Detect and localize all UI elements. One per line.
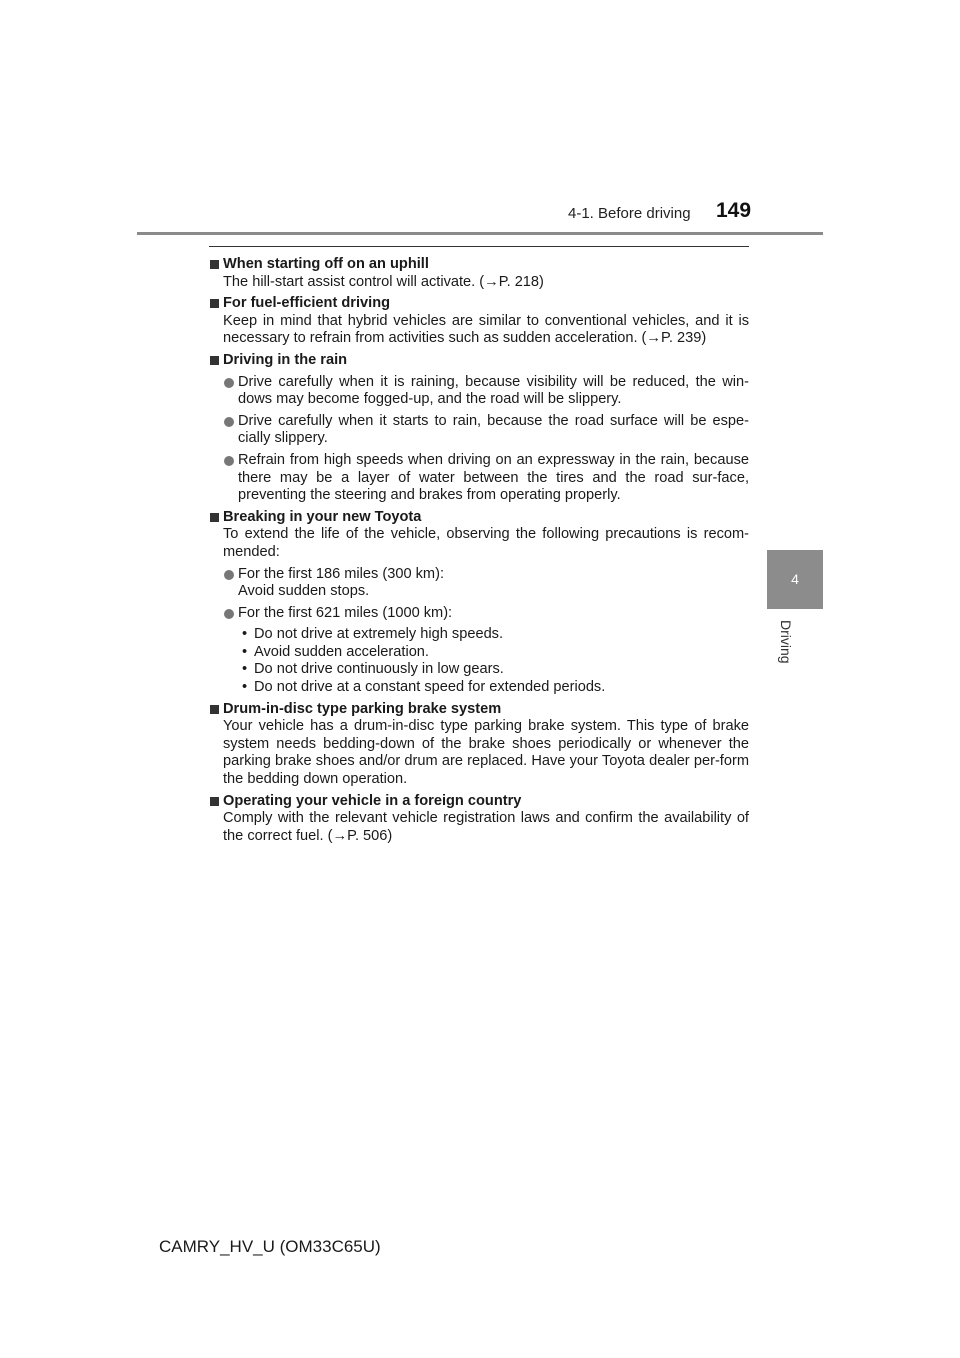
- square-bullet-icon: [210, 797, 219, 806]
- section-intro: To extend the life of the vehicle, observing the following precautions is recom-mended:: [223, 526, 749, 560]
- chapter-tab[interactable]: [767, 550, 823, 609]
- section-title: Driving in the rain: [223, 351, 348, 368]
- document-code: CAMRY_HV_U (OM33C65U): [159, 1237, 381, 1256]
- section-body: Your vehicle has a drum-in-disc type parking brake system. This type of brake system needs bedding-down of the brake shoes periodically or whenever the parking brake shoes and/or drum are replaced. Have your Toyota dealer per-form the bedding down operation.: [223, 718, 749, 788]
- section-title: When starting off on an uphill: [223, 256, 429, 272]
- small-bullet-icon: •: [242, 643, 248, 660]
- section-body: Keep in mind that hybrid vehicles are similar to conventional vehicles, and it is necessary to refrain from activities such as sudden acceleration. (→P. 239): [223, 312, 749, 347]
- sub-list-item: • Avoid sudden acceleration.: [242, 643, 429, 660]
- section-uphill: [209, 256, 749, 291]
- circle-bullet-icon: [224, 378, 234, 388]
- circle-bullet-icon: [224, 417, 234, 427]
- list-item: For the first 621 miles (1000 km):: [209, 605, 749, 623]
- circle-bullet-icon: [224, 570, 234, 580]
- square-bullet-icon: [210, 356, 219, 365]
- header-divider: [137, 232, 823, 235]
- section-body: The hill-start assist control will activate. (→P. 218): [223, 273, 544, 290]
- section-title: Operating your vehicle in a foreign country: [223, 792, 522, 809]
- section-body: Comply with the relevant vehicle registration laws and confirm the availability of the correct fuel. (→P. 506): [223, 810, 749, 844]
- circle-bullet-icon: [224, 456, 234, 466]
- sub-list-item: • Do not drive continuously in low gears.: [242, 661, 504, 678]
- section-break-in: [209, 509, 749, 697]
- square-bullet-icon: [210, 260, 219, 269]
- small-bullet-icon: •: [242, 626, 248, 643]
- section-parking-brake: [209, 701, 749, 789]
- square-bullet-icon: [210, 705, 219, 714]
- page-content: [209, 256, 749, 849]
- list-item: For the first 186 miles (300 km): Avoid sudden stops.: [209, 566, 749, 601]
- header-section-title: 4-1. Before driving: [568, 205, 691, 222]
- section-rain: [209, 352, 749, 505]
- list-item: Drive carefully when it starts to rain, because the road surface will be espe-cially slippery.: [209, 413, 749, 448]
- small-bullet-icon: •: [242, 679, 248, 696]
- section-foreign-country: [209, 793, 749, 846]
- section-title: Drum-in-disc type parking brake system: [223, 700, 502, 717]
- chapter-tab-number: 4: [791, 571, 799, 587]
- page-number: 149: [716, 199, 752, 222]
- list-item: Refrain from high speeds when driving on an expressway in the rain, because there may be a layer of water between the tires and the road sur-face, preventing the steering and brakes from operating properly.: [209, 452, 749, 505]
- circle-bullet-icon: [224, 609, 234, 619]
- square-bullet-icon: [210, 513, 219, 522]
- list-item: Drive carefully when it is raining, because visibility will be reduced, the win-dows may become fogged-up, and the road will be slippery.: [209, 374, 749, 409]
- section-title: For fuel-efficient driving: [223, 295, 391, 312]
- content-divider: [209, 246, 749, 247]
- sub-list-item: • Do not drive at a constant speed for extended periods.: [242, 679, 606, 696]
- sub-list-item: • Do not drive at extremely high speeds.: [242, 626, 504, 643]
- sub-list: [209, 626, 749, 696]
- section-fuel-efficient: [209, 295, 749, 348]
- section-title: Breaking in your new Toyota: [223, 508, 422, 525]
- small-bullet-icon: •: [242, 661, 248, 678]
- chapter-tab-label: Driving: [778, 620, 794, 664]
- square-bullet-icon: [210, 299, 219, 308]
